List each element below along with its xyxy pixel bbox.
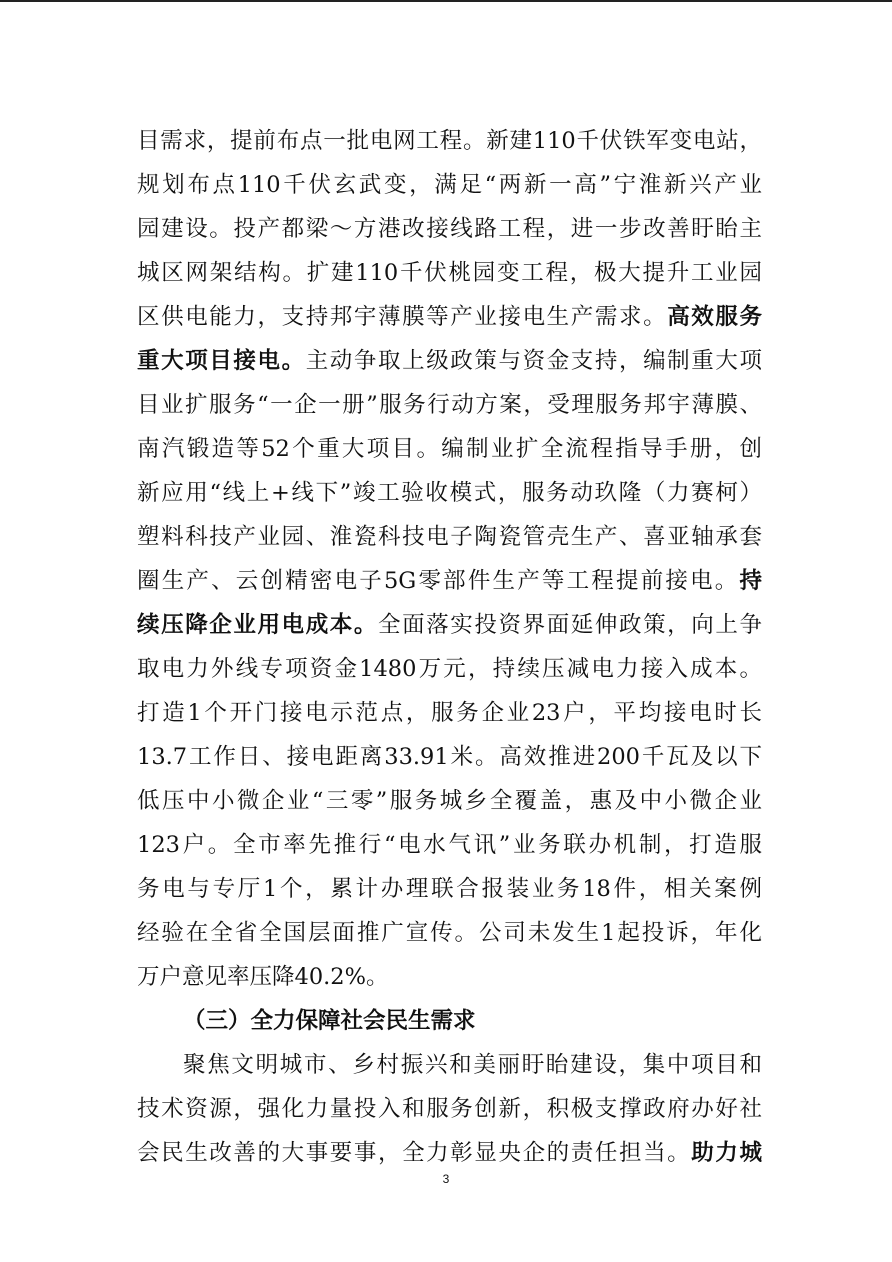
paragraph-line: 区供电能力，支持邦宇薄膜等产业接电生产需求。高效服务 — [137, 304, 762, 330]
bold-lead-text: 助力城 — [691, 1140, 762, 1166]
top-border-line — [0, 0, 892, 2]
paragraph-line: 务电与专厅1个，累计办理联合报装业务18件，相关案例 — [137, 876, 762, 902]
paragraph-line: 取电力外线专项资金1480万元，持续压减电力接入成本。 — [137, 656, 762, 682]
paragraph-line: 园建设。投产都梁～方港改接线路工程，进一步改善盱眙主 — [137, 216, 762, 242]
paragraph-line: 重大项目接电。主动争取上级政策与资金支持，编制重大项 — [137, 348, 762, 374]
paragraph-line: 圈生产、云创精密电子5G零部件生产等工程提前接电。持 — [137, 568, 762, 594]
bold-lead-text: 续压降企业用电成本。 — [137, 612, 378, 638]
paragraph-line: 南汽锻造等52个重大项目。编制业扩全流程指导手册，创 — [137, 436, 762, 462]
paragraph-line: 城区网架结构。扩建110千伏桃园变工程，极大提升工业园 — [137, 260, 762, 286]
paragraph-line: 会民生改善的大事要事，全力彰显央企的责任担当。助力城 — [137, 1140, 762, 1166]
paragraph-line: 打造1个开门接电示范点，服务企业23户，平均接电时长 — [137, 700, 762, 726]
bold-lead-text: 高效服务 — [667, 304, 762, 330]
paragraph-line: 技术资源，强化力量投入和服务创新，积极支撑政府办好社 — [137, 1096, 762, 1122]
paragraph-line: 塑料科技产业园、淮瓷科技电子陶瓷管壳生产、喜亚轴承套 — [137, 524, 762, 550]
paragraph-line: 规划布点110千伏玄武变，满足“两新一高”宁淮新兴产业 — [137, 172, 762, 198]
section-heading: （三）全力保障社会民生需求 — [183, 1008, 476, 1034]
bold-lead-text: 重大项目接电。 — [137, 348, 306, 374]
paragraph-line: 目业扩服务“一企一册”服务行动方案，受理服务邦宇薄膜、 — [137, 392, 762, 418]
paragraph-line: 123户。全市率先推行“电水气讯”业务联办机制，打造服 — [137, 832, 762, 858]
paragraph-line: 聚焦文明城市、乡村振兴和美丽盱眙建设，集中项目和 — [183, 1052, 762, 1078]
paragraph-line: 万户意见率压降40.2%。 — [137, 964, 389, 990]
paragraph-line: 新应用“线上+线下”竣工验收模式，服务动玖隆（力赛柯） — [137, 480, 762, 506]
document-body — [137, 119, 762, 1175]
paragraph-line: 续压降企业用电成本。全面落实投资界面延伸政策，向上争 — [137, 612, 762, 638]
bold-lead-text: 持 — [739, 568, 762, 594]
paragraph-line: 13.7工作日、接电距离33.91米。高效推进200千瓦及以下 — [137, 744, 762, 770]
paragraph-line: 目需求，提前布点一批电网工程。新建110千伏铁军变电站， — [137, 128, 762, 154]
paragraph-line: 经验在全省全国层面推广宣传。公司未发生1起投诉，年化 — [137, 920, 762, 946]
paragraph-line: 低压中小微企业“三零”服务城乡全覆盖，惠及中小微企业 — [137, 788, 762, 814]
page-number: 3 — [442, 1172, 450, 1186]
